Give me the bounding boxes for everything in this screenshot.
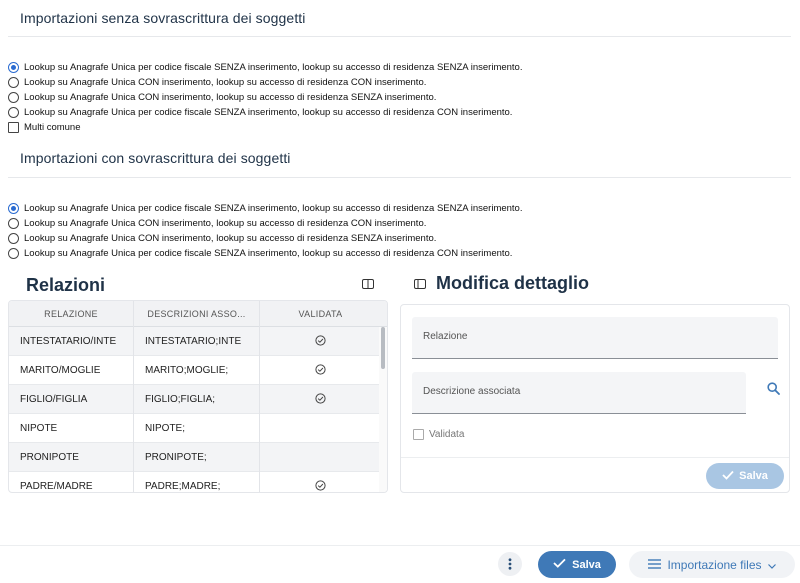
cell-validata <box>260 356 381 385</box>
table-row[interactable] <box>9 414 381 443</box>
column-divider <box>133 301 134 493</box>
panel-toggle-icon[interactable] <box>412 277 428 291</box>
table-row[interactable] <box>9 385 381 414</box>
check-icon <box>722 470 734 483</box>
radio-button[interactable] <box>8 62 19 73</box>
radio-option[interactable] <box>8 246 512 261</box>
checkbox-box[interactable] <box>413 429 424 440</box>
chevron-down-icon <box>768 558 776 572</box>
footer-divider <box>0 545 800 546</box>
check-circle-icon <box>315 480 326 494</box>
radio-option-label: Lookup su Anagrafe Unica CON inserimento, lookup su accesso di residenza CON inserimento. <box>24 218 427 229</box>
import-files-button[interactable] <box>629 551 795 578</box>
cell-descrizione: NIPOTE; <box>145 423 186 434</box>
radio-option-label: Lookup su Anagrafe Unica per codice fiscale SENZA inserimento, lookup su accesso di residenza CON inserimento. <box>24 107 513 118</box>
radio-button[interactable] <box>8 248 19 259</box>
cell-validata <box>260 443 381 472</box>
column-header-descrizione[interactable]: DESCRIZIONI ASSO... <box>147 309 246 319</box>
radio-button[interactable] <box>8 233 19 244</box>
check-circle-icon <box>315 393 326 407</box>
cell-validata <box>260 385 381 414</box>
descrizione-field[interactable] <box>412 372 746 414</box>
column-divider <box>259 301 260 493</box>
modifica-dettaglio-title: Modifica dettaglio <box>436 273 589 293</box>
cell-validata <box>260 327 381 356</box>
checkbox-label: Multi comune <box>24 122 81 133</box>
cell-relazione: NIPOTE <box>20 423 58 434</box>
radio-option-label: Lookup su Anagrafe Unica CON inserimento, lookup su accesso di residenza CON inserimento. <box>24 77 427 88</box>
radio-option[interactable] <box>8 90 436 105</box>
section-title-no-overwrite: Importazioni senza sovrascrittura dei soggetti <box>20 10 306 26</box>
table-row[interactable] <box>9 472 381 493</box>
detail-save-button[interactable] <box>706 463 784 489</box>
radio-option[interactable] <box>8 231 436 246</box>
section-divider <box>8 177 791 178</box>
relazioni-title: Relazioni <box>26 275 106 295</box>
radio-option-label: Lookup su Anagrafe Unica per codice fiscale SENZA inserimento, lookup su accesso di residenza SENZA inserimento. <box>24 62 523 73</box>
kebab-icon[interactable] <box>498 552 522 576</box>
cell-descrizione: MARITO;MOGLIE; <box>145 365 229 376</box>
save-label: Salva <box>572 558 601 571</box>
radio-button[interactable] <box>8 107 19 118</box>
radio-button[interactable] <box>8 92 19 103</box>
table-row[interactable] <box>9 327 381 356</box>
detail-divider <box>401 457 789 458</box>
radio-option[interactable] <box>8 75 426 90</box>
validata-checkbox-label: Validata <box>429 429 465 440</box>
radio-option-label: Lookup su Anagrafe Unica per codice fiscale SENZA inserimento, lookup su accesso di residenza SENZA inserimento. <box>24 203 523 214</box>
cell-relazione: MARITO/MOGLIE <box>20 365 101 376</box>
multi-comune-checkbox[interactable] <box>8 120 81 135</box>
table-row[interactable] <box>9 443 381 472</box>
relazione-field[interactable] <box>412 317 778 359</box>
column-header-validata[interactable]: VALIDATA <box>298 309 343 319</box>
import-files-label: Importazione files <box>667 557 762 572</box>
cell-descrizione: PRONIPOTE; <box>145 452 207 463</box>
search-icon[interactable] <box>760 375 786 401</box>
section-title-overwrite: Importazioni con sovrascrittura dei soggetti <box>20 150 291 166</box>
check-icon <box>553 558 566 571</box>
save-button[interactable] <box>538 551 616 578</box>
panel-toggle-icon[interactable] <box>360 277 376 291</box>
validata-checkbox[interactable] <box>413 429 464 440</box>
cell-validata <box>260 472 381 493</box>
scrollbar-thumb[interactable] <box>381 327 385 369</box>
cell-relazione: FIGLIO/FIGLIA <box>20 394 88 405</box>
radio-option[interactable] <box>8 201 522 216</box>
checkbox-box[interactable] <box>8 122 19 133</box>
check-circle-icon <box>315 335 326 349</box>
radio-option-label: Lookup su Anagrafe Unica CON inserimento, lookup su accesso di residenza SENZA inserimento. <box>24 233 437 244</box>
radio-option[interactable] <box>8 216 426 231</box>
radio-option[interactable] <box>8 60 522 75</box>
radio-button[interactable] <box>8 203 19 214</box>
radio-button[interactable] <box>8 218 19 229</box>
cell-descrizione: INTESTATARIO;INTE <box>145 336 242 347</box>
radio-button[interactable] <box>8 77 19 88</box>
cell-descrizione: PADRE;MADRE; <box>145 481 221 492</box>
detail-save-label: Salva <box>739 470 768 482</box>
radio-option-label: Lookup su Anagrafe Unica CON inserimento, lookup su accesso di residenza SENZA inserimento. <box>24 92 437 103</box>
check-circle-icon <box>315 364 326 378</box>
radio-option-label: Lookup su Anagrafe Unica per codice fiscale SENZA inserimento, lookup su accesso di residenza CON inserimento. <box>24 248 513 259</box>
grid-header <box>9 301 388 327</box>
relazione-field-label: Relazione <box>423 331 468 342</box>
relazioni-grid <box>8 300 388 493</box>
column-header-relazione[interactable]: RELAZIONE <box>44 309 98 319</box>
cell-validata <box>260 414 381 443</box>
radio-option[interactable] <box>8 105 512 120</box>
detail-form <box>400 304 790 493</box>
cell-descrizione: FIGLIO;FIGLIA; <box>145 394 216 405</box>
menu-lines-icon <box>648 558 661 572</box>
descrizione-field-label: Descrizione associata <box>423 386 521 397</box>
cell-relazione: INTESTATARIO/INTE <box>20 336 117 347</box>
section-divider <box>8 36 791 37</box>
cell-relazione: PADRE/MADRE <box>20 481 93 492</box>
grid-scrollbar[interactable] <box>379 327 387 493</box>
table-row[interactable] <box>9 356 381 385</box>
cell-relazione: PRONIPOTE <box>20 452 79 463</box>
